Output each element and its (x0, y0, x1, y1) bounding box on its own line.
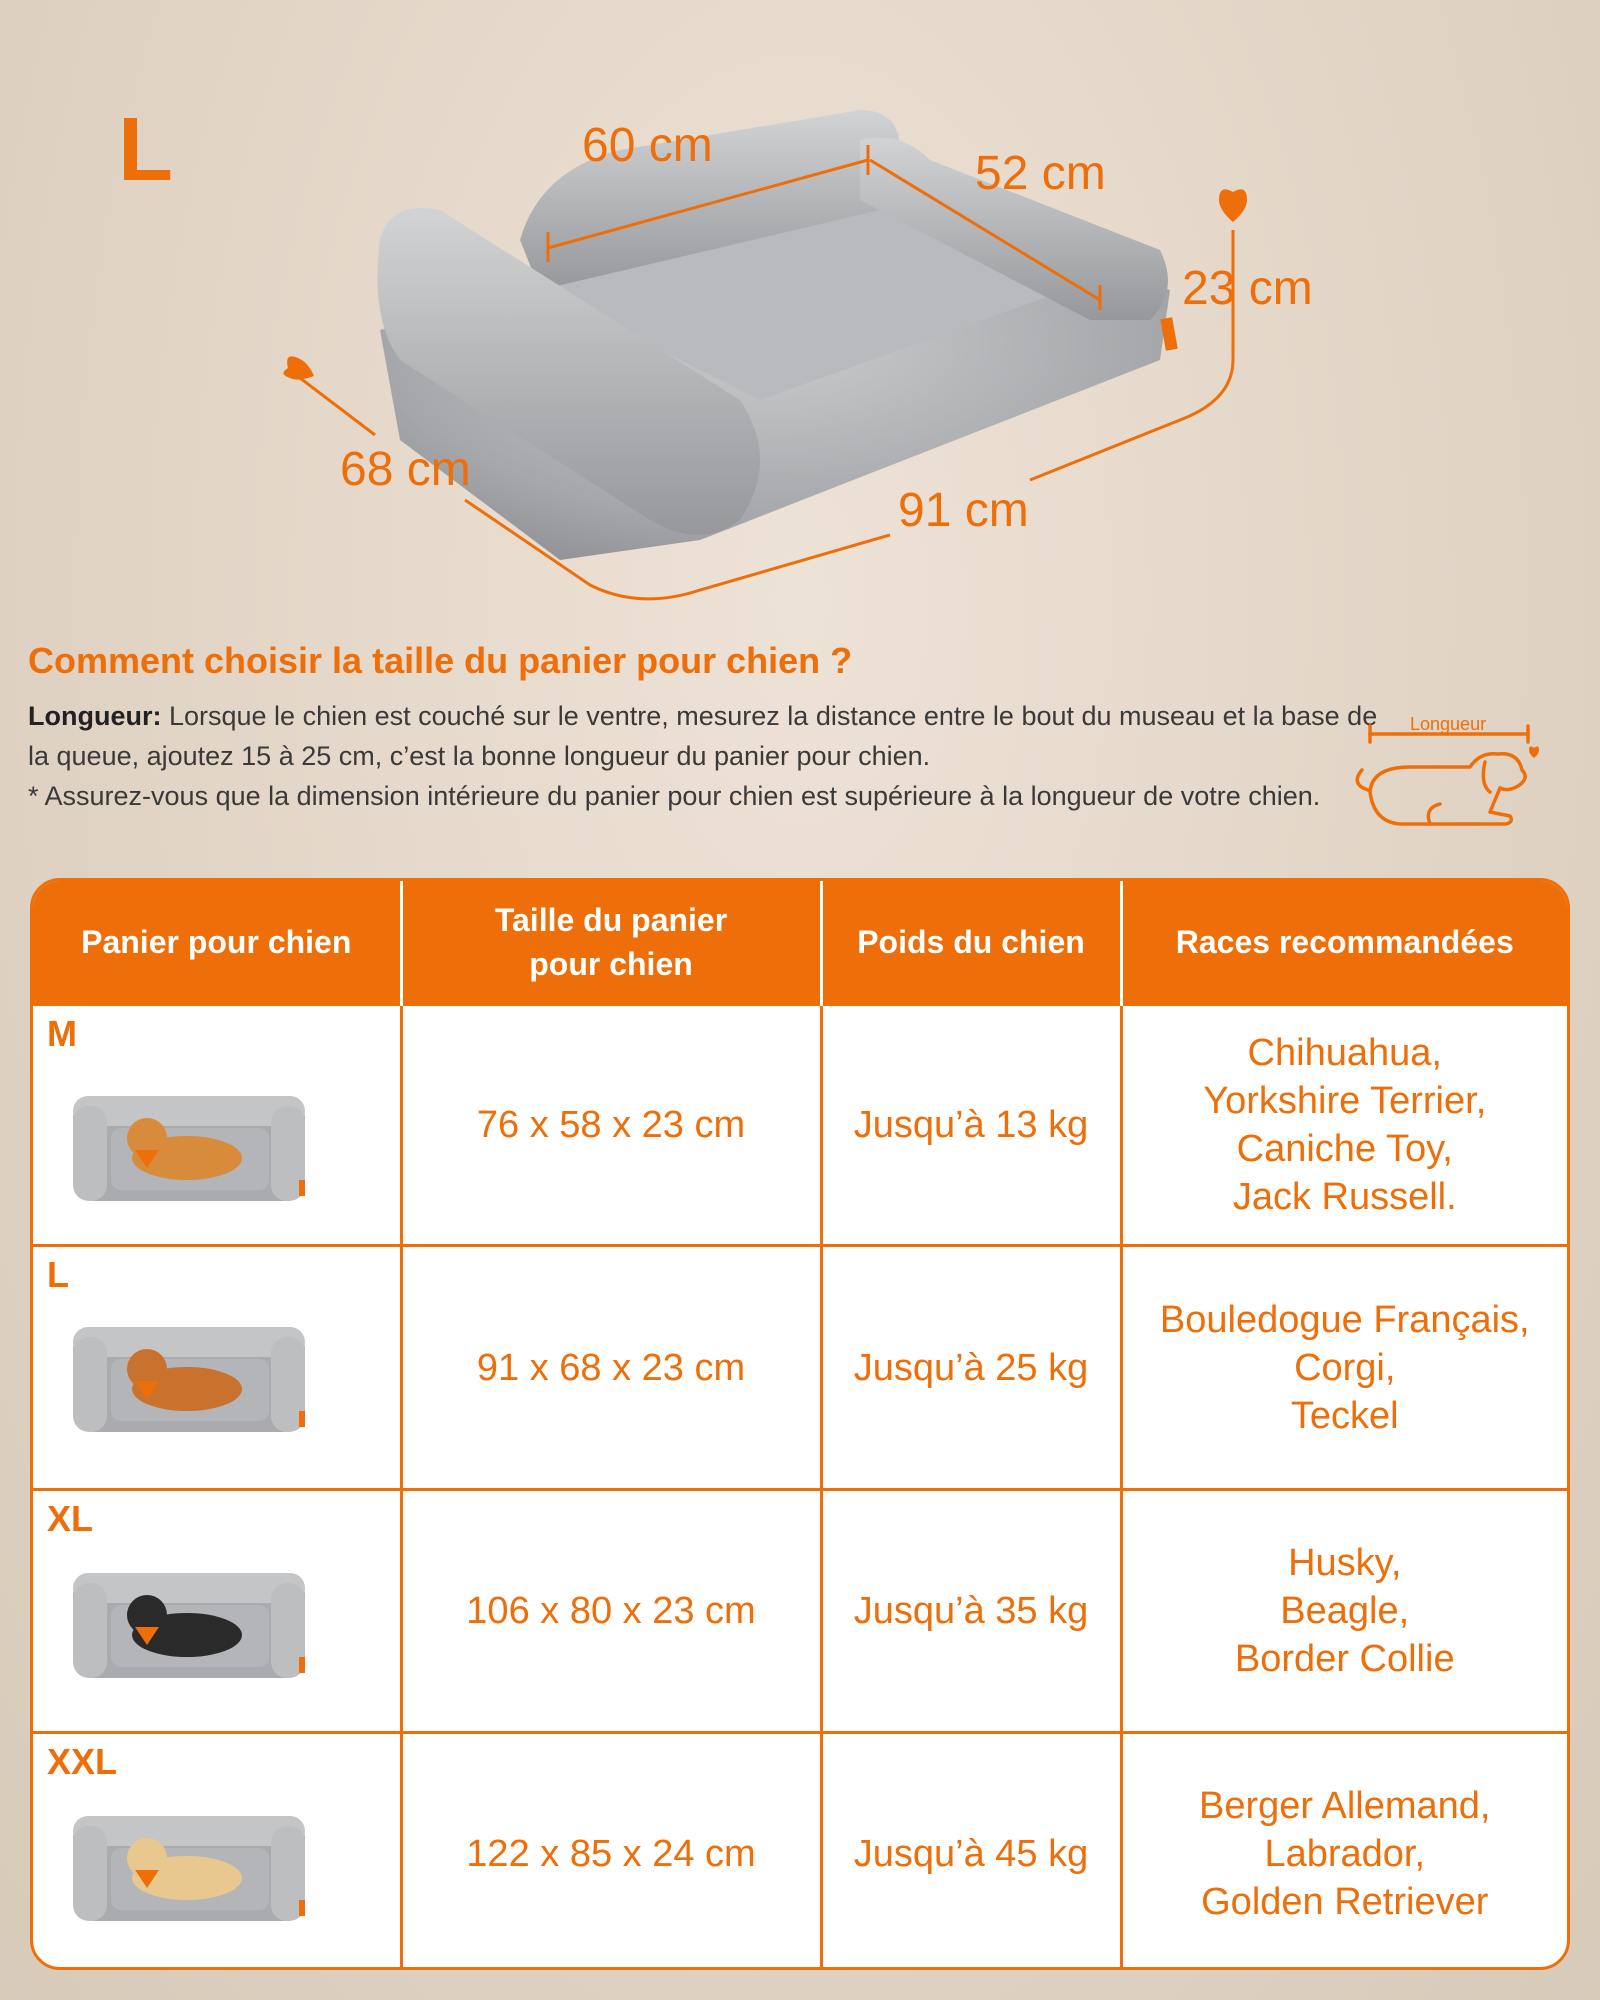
dim-depth-back: 52 cm (975, 147, 1106, 200)
table-row (33, 1005, 1567, 1246)
breed-name: Yorkshire Terrier, (1203, 1080, 1487, 1122)
breed-name: Bouledogue Français, (1159, 1298, 1530, 1341)
size-cell (33, 1246, 401, 1490)
breed-name: Golden Retriever (1201, 1881, 1489, 1923)
breed-name: Caniche Toy, (1236, 1128, 1453, 1170)
header-bed: Panier pour chien (33, 881, 401, 1005)
breeds-cell (1121, 1490, 1567, 1733)
breed-name: Chihuahua, (1247, 1032, 1442, 1074)
breeds-cell (1121, 1246, 1567, 1490)
breed-name: Jack Russell. (1232, 1176, 1457, 1218)
dog-weight-cell: Jusqu’à 13 kg (821, 1005, 1121, 1246)
breed-name: Beagle, (1280, 1590, 1410, 1632)
dog-bed-illustration (0, 0, 1600, 620)
dog-bed-photo (67, 1076, 317, 1216)
dim-width-back: 60 cm (582, 119, 713, 172)
table-row (33, 1246, 1567, 1490)
breed-name: Husky, (1288, 1542, 1402, 1584)
hero-size-letter: L (118, 100, 173, 200)
row-size-label: L (47, 1254, 69, 1295)
breeds-cell (1121, 1005, 1567, 1246)
dog-weight-cell: Jusqu’à 35 kg (821, 1490, 1121, 1733)
breeds-cell (1121, 1733, 1567, 1971)
size-cell (33, 1733, 401, 1971)
guide-note: * Assurez-vous que la dimension intérieure du panier pour chien est supérieure à la longueur de votre chien. (28, 781, 1321, 811)
dim-width: 91 cm (898, 484, 1029, 537)
bed-size-cell: 76 x 58 x 23 cm (401, 1005, 821, 1246)
row-size-label: XXL (47, 1741, 118, 1782)
breed-name: Border Collie (1234, 1638, 1455, 1680)
size-cell (33, 1490, 401, 1733)
breed-name: Corgi, (1294, 1346, 1396, 1389)
dog-icon-label: Longueur (1410, 714, 1487, 734)
dog-bed-photo (67, 1307, 317, 1447)
size-table (30, 878, 1570, 1970)
guide-label: Longueur: (28, 701, 162, 731)
header-breeds: Races recommandées (1121, 881, 1567, 1005)
header-weight: Poids du chien (821, 881, 1121, 1005)
guide-description: Lorsque le chien est couché sur le ventre, mesurez la distance entre le bout du museau et la base de la queue, ajoutez 15 à 25 cm, c’est la bonne longueur du panier pour chien. (28, 701, 1378, 771)
product-hero (0, 0, 1600, 620)
breed-name: Berger Allemand, (1199, 1785, 1491, 1827)
row-size-label: XL (47, 1498, 94, 1539)
breed-name: Labrador, (1264, 1833, 1426, 1875)
table-row (33, 1733, 1567, 1971)
bed-size-cell: 91 x 68 x 23 cm (401, 1246, 821, 1490)
dim-depth: 68 cm (340, 443, 471, 496)
table-row (33, 1490, 1567, 1733)
dog-bed-photo (67, 1796, 317, 1936)
dog-bed-photo (67, 1553, 317, 1693)
dog-weight-cell: Jusqu’à 45 kg (821, 1733, 1121, 1971)
header-bed-size: Taille du panier pour chien (401, 881, 821, 1005)
bed-size-cell: 122 x 85 x 24 cm (401, 1733, 821, 1971)
dog-weight-cell: Jusqu’à 25 kg (821, 1246, 1121, 1490)
bed-size-cell: 106 x 80 x 23 cm (401, 1490, 821, 1733)
dim-height: 23 cm (1182, 262, 1313, 315)
guide-text (28, 696, 1388, 816)
breed-name: Teckel (1290, 1394, 1399, 1437)
table-header-row (33, 881, 1567, 1005)
size-cell (33, 1005, 401, 1246)
row-size-label: M (47, 1013, 77, 1054)
guide-title: Comment choisir la taille du panier pour chien ? (28, 640, 853, 681)
